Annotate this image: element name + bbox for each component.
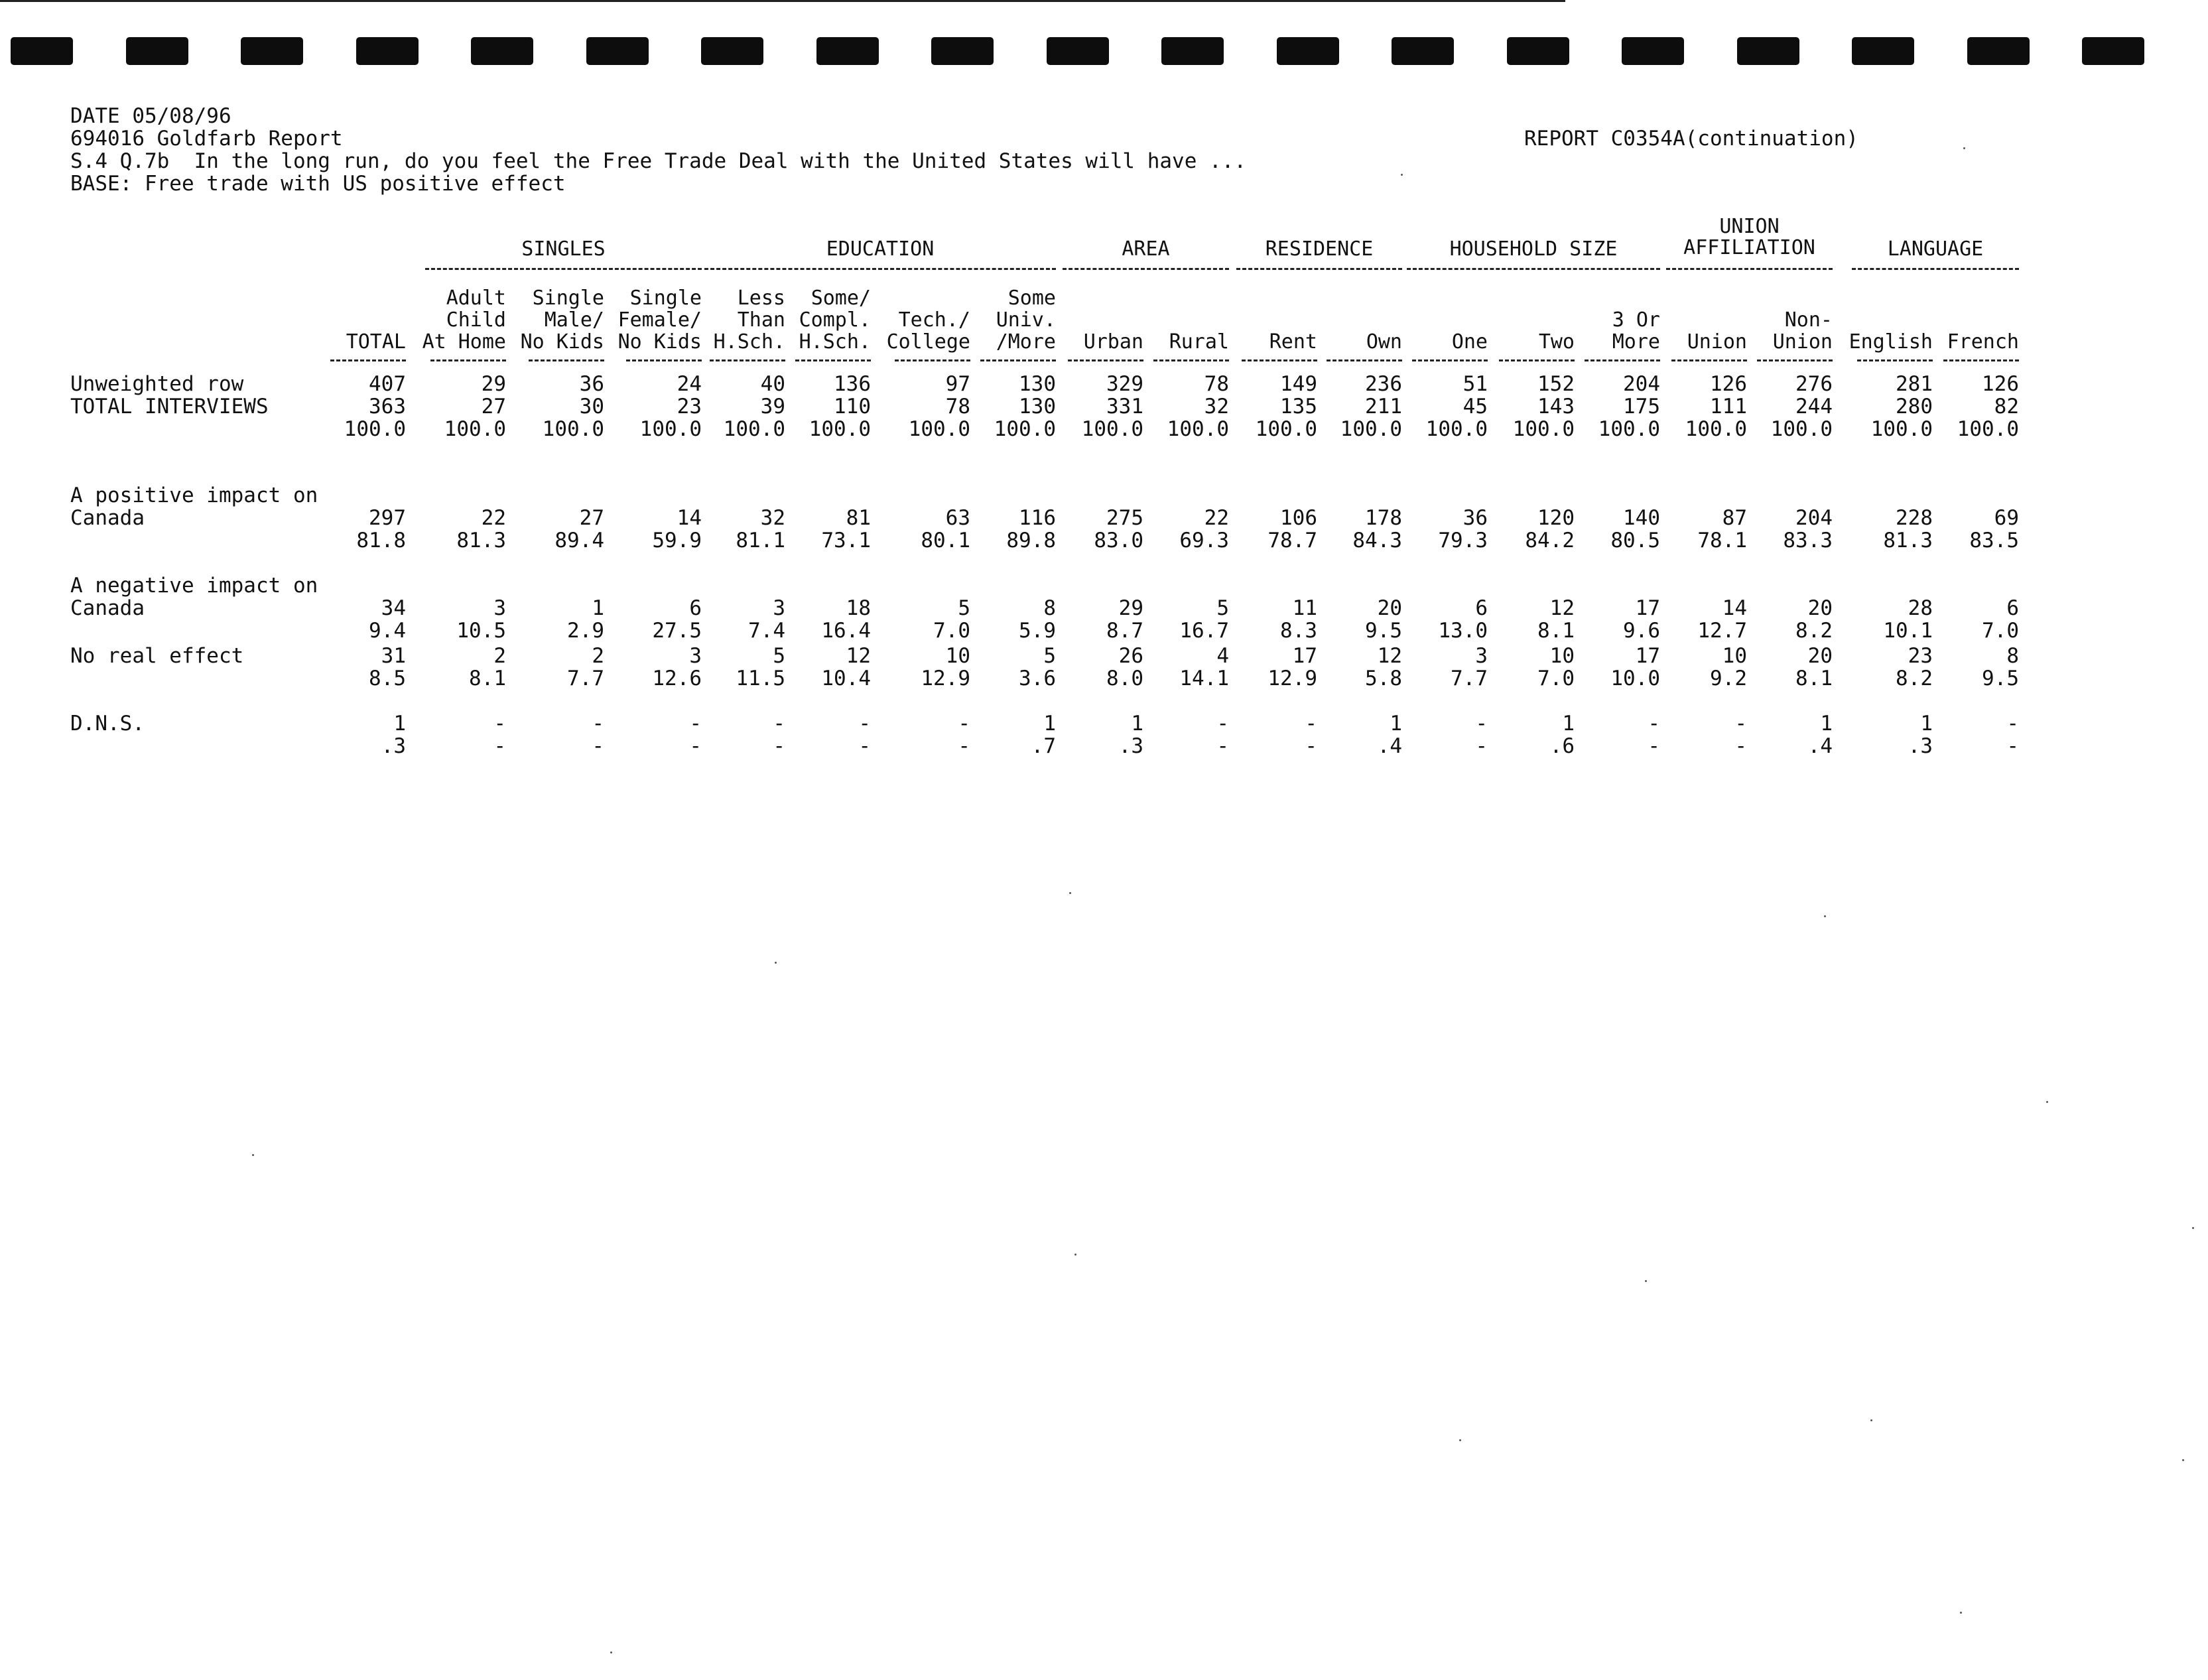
column-header: Union <box>1687 330 1747 354</box>
group-underline <box>1236 268 1402 270</box>
group-header: LANGUAGE <box>1887 237 1984 261</box>
data-cell: 126 111 100.0 <box>1685 372 1747 441</box>
survey-base: BASE: Free trade with US positive effect <box>70 172 566 196</box>
feed-hole <box>1967 37 2030 65</box>
column-rule <box>1153 359 1229 361</box>
data-cell: 6 27.5 <box>652 596 702 643</box>
data-cell: 116 89.8 <box>1006 506 1056 552</box>
column-rule <box>895 359 970 361</box>
group-underline <box>704 268 1056 270</box>
group-underline <box>1666 268 1833 270</box>
data-cell: 17 12.9 <box>1267 644 1317 690</box>
data-cell: 5 7.0 <box>933 596 970 643</box>
data-cell: 136 110 100.0 <box>809 372 871 441</box>
column-rule <box>1499 359 1575 361</box>
data-cell: 40 39 100.0 <box>723 372 785 441</box>
data-cell: 34 9.4 <box>369 596 406 643</box>
data-cell: 126 82 100.0 <box>1957 372 2019 441</box>
data-cell: 20 8.1 <box>1795 644 1833 690</box>
data-cell: 97 78 100.0 <box>908 372 970 441</box>
column-rule <box>1412 359 1488 361</box>
feed-hole <box>2082 37 2144 65</box>
column-rule <box>1242 359 1317 361</box>
data-cell: 1 .3 <box>1908 712 1933 758</box>
data-cell: 10 12.9 <box>921 644 970 690</box>
data-cell: 6 7.0 <box>1982 596 2019 643</box>
feed-hole <box>1507 37 1569 65</box>
data-cell: - - <box>773 712 785 758</box>
data-cell: 23 8.2 <box>1896 644 1933 690</box>
scan-speck <box>1401 174 1403 176</box>
data-cell: - - <box>1475 712 1488 758</box>
column-header: English <box>1849 330 1933 354</box>
column-rule <box>430 359 506 361</box>
column-header: Non- Union <box>1772 308 1833 354</box>
data-cell: 10 7.0 <box>1537 644 1575 690</box>
data-cell: 8 9.5 <box>1982 644 2019 690</box>
data-cell: 5 3.6 <box>1019 644 1056 690</box>
data-cell: 22 69.3 <box>1179 506 1229 552</box>
column-header: Some/ Compl. H.Sch. <box>799 287 871 354</box>
data-cell: 1 .3 <box>381 712 406 758</box>
column-header: Adult Child At Home <box>422 287 506 354</box>
scan-speck <box>1824 915 1826 917</box>
data-cell: 63 80.1 <box>921 506 970 552</box>
data-cell: 87 78.1 <box>1697 506 1747 552</box>
data-cell: 8 5.9 <box>1019 596 1056 643</box>
data-cell: 69 83.5 <box>1969 506 2019 552</box>
column-header: Own <box>1366 330 1402 354</box>
group-underline <box>1852 268 2019 270</box>
scan-speck <box>1459 1439 1461 1441</box>
data-cell: 51 45 100.0 <box>1425 372 1488 441</box>
data-cell: 11 8.3 <box>1280 596 1317 643</box>
column-rule <box>980 359 1056 361</box>
data-cell: - - <box>2006 712 2019 758</box>
group-header: HOUSEHOLD SIZE <box>1449 237 1618 261</box>
scan-speck <box>2192 1227 2194 1229</box>
data-cell: 20 9.5 <box>1365 596 1402 643</box>
scan-top-edge <box>0 0 1565 2</box>
scan-speck <box>1960 1612 1962 1614</box>
column-header: French <box>1947 330 2019 354</box>
data-cell: 204 83.3 <box>1783 506 1833 552</box>
survey-question: S.4 Q.7b In the long run, do you feel the Free Trade Deal with the United States will have ... <box>70 149 1247 173</box>
column-header: TOTAL <box>346 330 406 354</box>
data-cell: - - <box>1305 712 1317 758</box>
data-cell: - - <box>689 712 702 758</box>
column-header: 3 Or More <box>1612 308 1660 354</box>
scan-speck <box>610 1651 612 1653</box>
report-date: DATE 05/08/96 <box>70 104 231 128</box>
column-rule <box>795 359 871 361</box>
feed-hole <box>1852 37 1914 65</box>
data-cell: 24 23 100.0 <box>639 372 702 441</box>
feed-hole <box>471 37 533 65</box>
group-underline <box>1063 268 1229 270</box>
feed-hole <box>1161 37 1224 65</box>
data-cell: 31 8.5 <box>369 644 406 690</box>
data-cell: 3 7.7 <box>1451 644 1488 690</box>
column-header: Tech./ College <box>886 308 970 354</box>
data-cell: 17 9.6 <box>1623 596 1660 643</box>
group-underline <box>1407 268 1660 270</box>
feed-hole <box>1277 37 1339 65</box>
data-cell: 27 89.4 <box>554 506 604 552</box>
data-cell: 81 73.1 <box>821 506 871 552</box>
row-label: No real effect <box>70 644 244 668</box>
scan-speck <box>1963 147 1965 149</box>
data-cell: 275 83.0 <box>1094 506 1143 552</box>
data-cell: 22 81.3 <box>456 506 506 552</box>
data-cell: - - <box>1734 712 1747 758</box>
data-cell: 1 .4 <box>1377 712 1402 758</box>
column-rule <box>1068 359 1143 361</box>
data-cell: 5 16.7 <box>1179 596 1229 643</box>
data-cell: 14 12.7 <box>1697 596 1747 643</box>
scan-speck <box>2046 1101 2048 1103</box>
data-cell: 407 363 100.0 <box>344 372 406 441</box>
data-cell: 1 .4 <box>1807 712 1833 758</box>
feed-hole <box>1737 37 1799 65</box>
group-header: EDUCATION <box>826 237 935 261</box>
column-rule <box>1585 359 1660 361</box>
scan-speck <box>1069 892 1071 894</box>
report-number: REPORT C0354A(continuation) <box>1524 127 1858 151</box>
data-cell: 2 7.7 <box>567 644 604 690</box>
row-label: A positive impact on Canada <box>70 484 318 530</box>
row-label: D.N.S. <box>70 712 145 736</box>
tractor-feed-holes <box>11 37 2199 70</box>
data-cell: 4 14.1 <box>1179 644 1229 690</box>
data-cell: 140 80.5 <box>1610 506 1660 552</box>
data-cell: 1 .3 <box>1118 712 1143 758</box>
data-cell: 3 7.4 <box>748 596 785 643</box>
feed-hole <box>126 37 188 65</box>
column-rule <box>1757 359 1833 361</box>
data-cell: 1 2.9 <box>567 596 604 643</box>
data-cell: 120 84.2 <box>1525 506 1575 552</box>
feed-hole <box>701 37 763 65</box>
column-rule <box>1857 359 1933 361</box>
data-cell: 106 78.7 <box>1267 506 1317 552</box>
column-rule <box>626 359 702 361</box>
data-cell: 130 130 100.0 <box>994 372 1056 441</box>
data-cell: - - <box>493 712 506 758</box>
scan-speck <box>1074 1254 1076 1256</box>
scan-speck <box>775 962 777 964</box>
data-cell: 236 211 100.0 <box>1340 372 1402 441</box>
data-cell: 329 331 100.0 <box>1081 372 1143 441</box>
group-header: RESIDENCE <box>1265 237 1374 261</box>
data-cell: 36 30 100.0 <box>542 372 604 441</box>
data-cell: 28 10.1 <box>1883 596 1933 643</box>
data-cell: 1 .6 <box>1549 712 1575 758</box>
column-rule <box>529 359 604 361</box>
feed-hole <box>816 37 879 65</box>
data-cell: - - <box>1648 712 1660 758</box>
data-cell: 276 244 100.0 <box>1770 372 1833 441</box>
group-header: AREA <box>1122 237 1170 261</box>
column-header: Rent <box>1269 330 1317 354</box>
column-rule <box>1943 359 2019 361</box>
group-underline <box>425 268 702 270</box>
data-cell: 12 10.4 <box>821 644 871 690</box>
data-cell: 3 10.5 <box>456 596 506 643</box>
scan-speck <box>1645 1280 1647 1282</box>
feed-hole <box>1622 37 1684 65</box>
data-cell: 152 143 100.0 <box>1512 372 1575 441</box>
scan-speck <box>252 1154 254 1156</box>
report-name: 694016 Goldfarb Report <box>70 127 343 151</box>
feed-hole <box>1392 37 1454 65</box>
scan-speck <box>1870 1419 1872 1421</box>
data-cell: - - <box>958 712 970 758</box>
data-cell: 2 8.1 <box>469 644 506 690</box>
data-cell: 29 8.7 <box>1106 596 1143 643</box>
data-cell: 36 79.3 <box>1438 506 1488 552</box>
data-cell: 149 135 100.0 <box>1255 372 1317 441</box>
data-cell: 18 16.4 <box>821 596 871 643</box>
feed-hole <box>586 37 649 65</box>
data-cell: 20 8.2 <box>1795 596 1833 643</box>
data-cell: 3 12.6 <box>652 644 702 690</box>
data-cell: 12 8.1 <box>1537 596 1575 643</box>
data-cell: 228 81.3 <box>1883 506 1933 552</box>
data-cell: - - <box>1216 712 1229 758</box>
feed-hole <box>931 37 994 65</box>
column-header: Urban <box>1083 330 1143 354</box>
data-cell: 32 81.1 <box>736 506 785 552</box>
data-cell: 29 27 100.0 <box>444 372 506 441</box>
row-label: A negative impact on Canada <box>70 574 318 620</box>
column-rule <box>1327 359 1402 361</box>
column-rule <box>710 359 785 361</box>
row-label: Unweighted row TOTAL INTERVIEWS <box>70 372 269 419</box>
column-header: Rural <box>1169 330 1229 354</box>
data-cell: - - <box>592 712 604 758</box>
group-header: UNION AFFILIATION <box>1683 215 1815 259</box>
column-header: Less Than H.Sch. <box>713 287 785 354</box>
data-cell: 6 13.0 <box>1438 596 1488 643</box>
data-cell: 12 5.8 <box>1365 644 1402 690</box>
feed-hole <box>241 37 303 65</box>
column-header: Some Univ. /More <box>996 287 1056 354</box>
data-cell: 26 8.0 <box>1106 644 1143 690</box>
column-rule <box>330 359 406 361</box>
feed-hole <box>356 37 419 65</box>
column-header: Single Female/ No Kids <box>617 287 702 354</box>
data-cell: 281 280 100.0 <box>1870 372 1933 441</box>
data-cell: 10 9.2 <box>1710 644 1747 690</box>
column-header: One <box>1451 330 1488 354</box>
data-cell: 78 32 100.0 <box>1167 372 1229 441</box>
scan-speck <box>2182 1459 2184 1461</box>
data-cell: 297 81.8 <box>356 506 406 552</box>
data-cell: 178 84.3 <box>1352 506 1402 552</box>
column-rule <box>1671 359 1747 361</box>
feed-hole <box>1047 37 1109 65</box>
data-cell: 1 .7 <box>1031 712 1056 758</box>
data-cell: 14 59.9 <box>652 506 702 552</box>
data-cell: 5 11.5 <box>736 644 785 690</box>
feed-hole <box>11 37 73 65</box>
data-cell: 204 175 100.0 <box>1598 372 1660 441</box>
group-header: SINGLES <box>521 237 606 261</box>
data-cell: - - <box>858 712 871 758</box>
column-header: Single Male/ No Kids <box>520 287 604 354</box>
data-cell: 17 10.0 <box>1610 644 1660 690</box>
column-header: Two <box>1538 330 1575 354</box>
